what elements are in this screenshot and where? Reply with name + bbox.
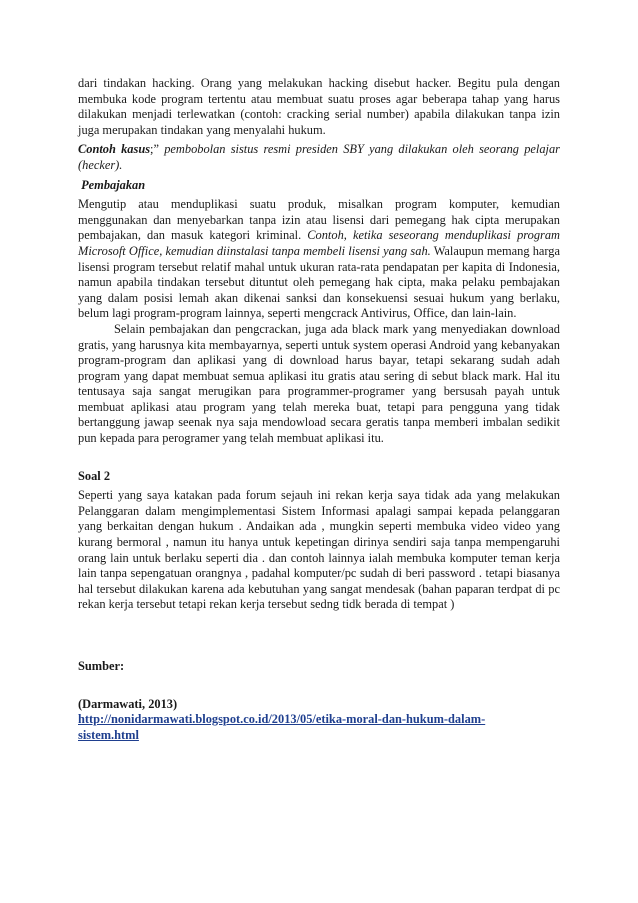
blackmark-paragraph: Selain pembajakan dan pengcrackan, juga ada black mark yang menyediakan download gratis, yang harusnya kita membayarnya, seperti untuk system operasi Android yang kebanyakan program-program dan aplikasi yang di download harus bayar, tetapi sekarang sudah adah program yang dapat membuat semua aplikasi itu gratis atau sering di sebut black mark. Hal itu tentusaya saja sangat merugikan para programmer-programer yang bersusah payah untuk membuat aplikasi atau program yang telah mereka buat, tetapi para pengguna yang tidak bertanggung jawap seenak nya saja mendowload secara geratis tanpa memberi imbalan sedikit pun kepada para perogramer yang telah membuat aplikasi itu.: [78, 321, 560, 446]
source-link-line1[interactable]: http://nonidarmawati.blogspot.co.id/2013/05/etika-moral-dan-hukum-dalam-: [78, 712, 486, 727]
intro-paragraph: dari tindakan hacking. Orang yang melakukan hacking disebut hacker. Begitu pula dengan membuka kode program tertentu atau membuat suatu proses agar beberapa tahap yang harus dilakukan menjadi terlewatkan (contoh: cracking serial number) apabila dilakukan tanpa izin juga merupakan tindakan yang menyalahi hukum.: [78, 76, 560, 137]
case-paragraph: [78, 142, 560, 173]
pembajakan-heading-text: Pembajakan: [81, 177, 146, 192]
pembajakan-text-b: Walaupun memang harga lisensi program tersebut relatif mahal untuk ukuran rata-rata pendapatan per kapita di Indonesia, namun apabila tindakan tersebut dituntut oleh pemegang hak cipta, maka pelaku pembajakan yang dalam posisi lemah akan dikenai sanksi dan konsekuensi sesuai hukum yang berlaku, belum lagi program-program lainnya, seperti mengcrack Antivirus, Office, dan lain-lain.: [78, 243, 560, 321]
case-label: Contoh kasus: [78, 142, 151, 157]
source-link-line2[interactable]: sistem.html: [78, 727, 139, 742]
citation: (Darmawati, 2013): [78, 696, 178, 711]
source-link[interactable]: [78, 712, 560, 743]
pembajakan-heading: [78, 178, 560, 194]
pembajakan-text-italic: Contoh, ketika seseorang menduplikasi program Microsoft Office, kemudian diinstalasi tanpa membeli lisensi yang sah.: [78, 228, 560, 258]
soal2-heading: Soal 2: [78, 468, 111, 483]
sumber-heading: Sumber:: [78, 659, 125, 673]
case-separator: ;”: [150, 142, 159, 157]
pembajakan-text-a: Mengutip atau menduplikasi suatu produk, misalkan program komputer, kemudian menggunakan dan menyebarkan tanpa izin atau lisensi dari pemegang hak cipta merupakan pembajakan, dan masuk kategori kriminal.: [78, 197, 560, 243]
case-text: pembobolan sistus resmi presiden SBY yang dilakukan oleh seorang pelajar (hecker).: [78, 142, 561, 172]
pembajakan-paragraph: [78, 197, 560, 322]
soal2-paragraph: Seperti yang saya katakan pada forum sejauh ini rekan kerja saya tidak ada yang melakukan Pelanggaran dalam mengimplementasi Sistem Informasi apalagi sampai kepada pelanggaran yang berkaitan dengan hukum . Andaikan ada , mungkin seperti membuka video video yang kurang bermoral , namun itu hanya untuk kepetingan dirinya sendiri saja tanpa mempengaruhi orang lain untuk berlaku seperti dia . dan contoh lainnya ialah membuka komputer teman kerja lain tanpa sepengatuan orangnya , padahal komputer/pc sudah di beri password . tetapi biasanya hal tersebut dilakukan karena ada kebutuhan yang sangat mendesak (bahan paparan terdpat di pc rekan kerja tersebut tetapi rekan kerja tersebut sedng tidk berada di tempat ): [78, 488, 560, 612]
document-page: [78, 76, 560, 743]
